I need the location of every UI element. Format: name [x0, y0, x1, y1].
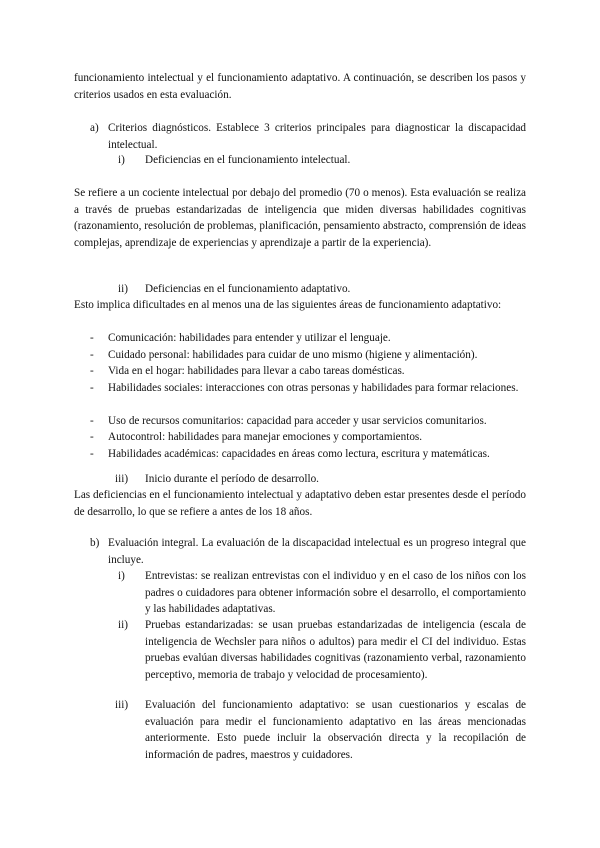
- subsection-ii-title: Deficiencias en el funcionamiento adaptativo.: [145, 283, 351, 295]
- section-a-text: Criterios diagnósticos. Establece 3 criterios principales para diagnosticar la discapacidad intelectual.: [108, 122, 526, 151]
- list-item-text: Autocontrol: habilidades para manejar emociones y comportamientos.: [108, 431, 423, 443]
- list-dash: -: [90, 414, 94, 427]
- subsection-i-paragraph: Se refiere a un cociente intelectual por debajo del promedio (70 o menos). Esta evaluación se realiza a través de pruebas estandarizadas de inteligencia que miden diversas habilidades cognitivas (razonamiento, resolución de problemas, planificación, pensamiento abstracto, comprensión de ideas complejas, aprendizaje de experiencias y aprendizaje a partir de la experiencia).: [74, 187, 526, 249]
- list-item: [0, 363, 600, 380]
- list-item-text: Uso de recursos comunitarios: capacidad para acceder y usar servicios comunitarios.: [108, 414, 487, 427]
- section-b-item-i: [0, 568, 600, 618]
- subsection-i-title: Deficiencias en el funcionamiento intelectual.: [145, 154, 351, 166]
- list-dash: -: [90, 348, 94, 361]
- subsection-ii-heading: [0, 281, 600, 298]
- section-b-marker: b): [90, 537, 100, 549]
- list-item-text: Habilidades sociales: interacciones con otras personas y habilidades para formar relaciones.: [108, 381, 519, 394]
- section-b-text: Evaluación integral. La evaluación de la discapacidad intelectual es un progreso integral que incluye.: [108, 537, 526, 566]
- item-marker: i): [118, 570, 125, 582]
- section-b-item-ii: [0, 617, 600, 700]
- list-dash: -: [90, 381, 94, 394]
- subsection-ii-marker: ii): [118, 283, 128, 295]
- list-item: [0, 330, 600, 347]
- list-item: [0, 446, 600, 463]
- subsection-iii-marker: iii): [115, 473, 129, 485]
- item-marker: ii): [118, 619, 128, 631]
- list-item-text: Cuidado personal: habilidades para cuidar de uno mismo (higiene y alimentación).: [108, 348, 478, 361]
- section-a: [0, 120, 600, 154]
- list-item: [0, 347, 600, 364]
- list-dash: -: [90, 332, 94, 344]
- list-dash: -: [90, 447, 94, 460]
- item-text: Evaluación del funcionamiento adaptativo: se usan cuestionarios y escalas de evaluación para medir el funcionamiento adaptativo en las áreas mencionadas anteriormente. Esto puede incluir la observación directa y la recopilación de información de padres, maestros y cuidadores.: [145, 699, 526, 761]
- list-item: [0, 380, 600, 413]
- subsection-iii-paragraph: Las deficiencias en el funcionamiento intelectual y adaptativo deben estar presentes desde el período de desarrollo, lo que se refiere a antes de los 18 años.: [74, 489, 526, 518]
- list-item-text: Comunicación: habilidades para entender y utilizar el lenguaje.: [108, 332, 391, 344]
- intro-paragraph: funcionamiento intelectual y el funcionamiento adaptativo. A continuación, se describen los pasos y criterios usados en esta evaluación.: [74, 72, 526, 101]
- list-dash: -: [90, 431, 94, 443]
- item-marker: iii): [115, 699, 129, 711]
- subsection-i-heading: [0, 152, 600, 169]
- list-item-text: Vida en el hogar: habilidades para llevar a cabo tareas domésticas.: [108, 365, 405, 377]
- subsection-ii-paragraph: Esto implica dificultades en al menos una de las siguientes áreas de funcionamiento adaptativo:: [74, 299, 502, 311]
- list-item-text: Habilidades académicas: capacidades en áreas como lectura, escritura y matemáticas.: [108, 447, 490, 460]
- list-item: [0, 413, 600, 430]
- list-item: [0, 429, 600, 446]
- section-a-marker: a): [90, 122, 99, 134]
- section-b-item-iii: [0, 697, 600, 764]
- item-text: Pruebas estandarizadas: se usan pruebas estandarizadas de inteligencia (escala de inteligencia de Wechsler para niños o adultos) para medir el CI del individuo. Estas pruebas evalúan diversas habilidades cognitivas (razonamiento verbal, razonamiento perceptivo, memoria de trabajo y velocidad de procesamiento).: [145, 619, 526, 681]
- item-text: Entrevistas: se realizan entrevistas con el individuo y en el caso de los niños con los padres o cuidadores para obtener información sobre el desarrollo, el comportamiento y las habilidades adaptativas.: [145, 570, 526, 615]
- subsection-i-marker: i): [118, 154, 125, 166]
- list-dash: -: [90, 365, 94, 377]
- subsection-iii-title: Inicio durante el período de desarrollo.: [145, 473, 319, 485]
- section-b: [0, 535, 600, 569]
- subsection-iii-heading: [0, 471, 600, 488]
